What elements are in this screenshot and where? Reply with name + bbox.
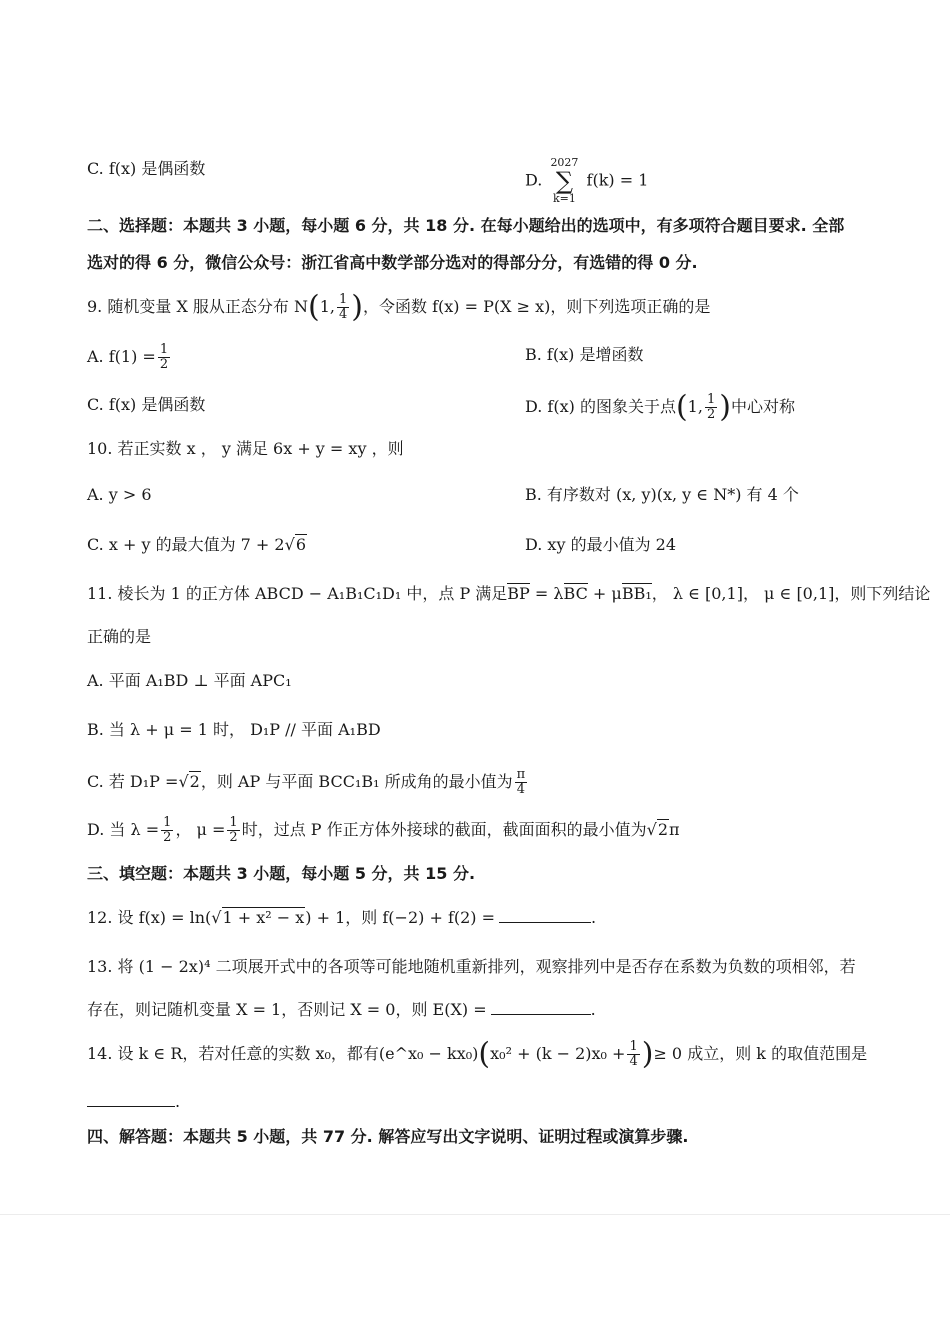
section-2-line-1: 二、选择题：本题共 3 小题，每小题 6 分，共 18 分. 在每小题给出的选项中，有多项符合题目要求. 全部 <box>87 216 845 235</box>
q8-option-d: D. 2027 ∑ k=1 f(k) = 1 <box>525 156 649 205</box>
q9-stem: 9. 随机变量 X 服从正态分布 N(1, $\frac{1}{4}$ )，令函数 f(x) = P(X ≥ x)，则下列选项正确的是 <box>87 289 711 325</box>
fraction: $\frac{1}{4}$ <box>629 1039 638 1069</box>
fraction: $\frac{1}{2}$ <box>229 815 238 845</box>
fraction: $\frac{1}{4}$ <box>339 292 348 322</box>
q10-option-d: D. xy 的最小值为 24 <box>525 535 677 554</box>
q10-option-b: B. 有序数对 (x, y)(x, y ∈ N*) 有 4 个 <box>525 485 799 504</box>
answer-blank[interactable] <box>491 998 591 1015</box>
q13-line-2: 存在，则记随机变量 X = 1，否则记 X = 0，则 E(X) = . <box>87 1000 596 1019</box>
q9-option-a: A. f(1) = $\frac{1}{2}$ <box>87 342 169 372</box>
q14-answer-line: . <box>87 1090 890 1114</box>
q11-stem-1: 11. 棱长为 1 的正方体 ABCD − A₁B₁C₁D₁ 中，点 P 满足BP = λBC + μBB₁， λ ∈ [0,1]， μ ∈ [0,1]，则下列结论 <box>87 584 931 603</box>
q10-options-ab <box>87 483 890 507</box>
q8-options <box>87 156 890 205</box>
q12: 12. 设 f(x) = ln(√1 + x² − x) + 1，则 f(−2) + f(2) = . <box>87 908 597 927</box>
summation-symbol: 2027 ∑ k=1 <box>550 156 579 205</box>
q11-option-a: A. 平面 A₁BD ⊥ 平面 APC₁ <box>87 671 292 690</box>
answer-blank[interactable] <box>499 906 591 923</box>
q9-option-b: B. f(x) 是增函数 <box>525 345 644 364</box>
section-4-header: 四、解答题：本题共 5 小题，共 77 分. 解答应写出文字说明、证明过程或演算步骤. <box>87 1127 689 1146</box>
q9-option-d: D. f(x) 的图象关于点(1, $\frac{1}{2}$ )中心对称 <box>525 389 795 425</box>
q11-stem-2: 正确的是 <box>87 627 152 646</box>
answer-blank[interactable] <box>87 1090 175 1107</box>
q9-options-ab <box>87 343 890 372</box>
section-2-line-2: 选对的得 6 分，微信公众号：浙江省高中数学部分选对的得部分分，有选错的得 0 分. <box>87 253 698 272</box>
section-3-header: 三、填空题：本题共 3 小题，每小题 5 分，共 15 分. <box>87 864 476 883</box>
q10-options-cd <box>87 533 890 557</box>
q11-option-b: B. 当 λ + μ = 1 时， D₁P // 平面 A₁BD <box>87 720 381 739</box>
fraction: $\frac{1}{2}$ <box>163 815 172 845</box>
q9-options-cd <box>87 389 890 425</box>
fraction: $\frac{1}{2}$ <box>706 392 716 422</box>
q13-line-1: 13. 将 (1 − 2x)⁴ 二项展开式中的各项等可能地随机重新排列，观察排列中是否存在系数为负数的项相邻，若 <box>87 957 856 976</box>
fraction: $\frac{\pi}{4}$ <box>516 767 526 797</box>
page-divider <box>0 1214 950 1215</box>
q10-stem: 10. 若正实数 x ， y 满足 6x + y = xy ，则 <box>87 439 404 458</box>
q11-option-d: D. 当 λ = $\frac{1}{2}$ ， μ = $\frac{1}{2}$ 时，过点 P 作正方体外接球的截面，截面面积的最小值为√2π <box>87 815 680 845</box>
q8-option-c: C. f(x) 是偶函数 <box>87 159 206 178</box>
q14: 14. 设 k ∈ R，若对任意的实数 x₀，都有(e^x₀ − kx₀)(x₀² + (k − 2)x₀ + $\frac{1}{4}$ )≥ 0 成立，则 k 的取值范围是 <box>87 1036 868 1072</box>
q10-option-c: C. x + y 的最大值为 7 + 2√6 <box>87 535 306 554</box>
q10-option-a: A. y > 6 <box>87 485 152 504</box>
q11-option-c: C. 若 D₁P =√2，则 AP 与平面 BCC₁B₁ 所成角的最小值为 $\frac{\pi}{4}$ <box>87 767 526 797</box>
fraction: $\frac{1}{2}$ <box>159 342 169 372</box>
q9-option-c: C. f(x) 是偶函数 <box>87 395 206 414</box>
